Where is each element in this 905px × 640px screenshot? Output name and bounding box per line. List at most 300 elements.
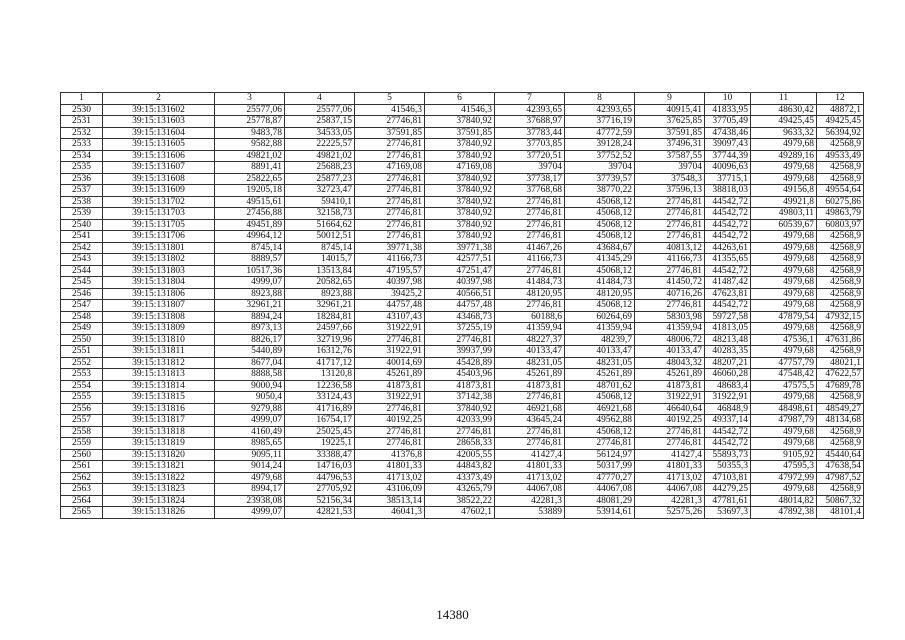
value-cell: 44067,08 xyxy=(635,484,705,496)
value-cell: 42281,3 xyxy=(635,495,705,507)
value-cell: 39128,24 xyxy=(565,139,635,151)
value-cell: 39425,2 xyxy=(355,288,425,300)
value-cell: 41484,73 xyxy=(495,277,565,289)
value-cell: 37744,39 xyxy=(705,150,751,162)
value-cell: 4979,68 xyxy=(751,265,817,277)
value-cell: 41487,42 xyxy=(705,277,751,289)
value-cell: 47622,57 xyxy=(817,369,864,381)
table-row xyxy=(61,346,864,358)
value-cell: 4979,68 xyxy=(751,346,817,358)
table-row xyxy=(61,449,864,461)
value-cell: 47631,86 xyxy=(817,334,864,346)
value-cell: 42568,9 xyxy=(817,242,864,254)
value-cell: 27746,81 xyxy=(355,139,425,151)
value-cell: 33124,43 xyxy=(285,392,355,404)
value-cell: 59727,58 xyxy=(705,311,751,323)
table-row xyxy=(61,507,864,519)
value-cell: 27746,81 xyxy=(635,231,705,243)
value-cell: 4979,68 xyxy=(751,438,817,450)
value-cell: 49533,49 xyxy=(817,150,864,162)
table-row xyxy=(61,219,864,231)
cadastral-code-cell: 39:15:131605 xyxy=(103,139,215,151)
cadastral-code-cell: 39:15:131702 xyxy=(103,196,215,208)
value-cell: 27746,81 xyxy=(355,426,425,438)
cadastral-code-cell: 39:15:131807 xyxy=(103,300,215,312)
value-cell: 48134,68 xyxy=(817,415,864,427)
value-cell: 25877,23 xyxy=(285,173,355,185)
value-cell: 44279,25 xyxy=(705,484,751,496)
value-cell: 41873,81 xyxy=(355,380,425,392)
value-cell: 38513,14 xyxy=(355,495,425,507)
value-cell: 32961,21 xyxy=(215,300,285,312)
value-cell: 45428,89 xyxy=(425,357,495,369)
value-cell: 27746,81 xyxy=(495,231,565,243)
value-cell: 55893,73 xyxy=(705,449,751,461)
value-cell: 48213,48 xyxy=(705,334,751,346)
table-row xyxy=(61,461,864,473)
value-cell: 41713,02 xyxy=(355,472,425,484)
value-cell: 42568,9 xyxy=(817,288,864,300)
value-cell: 52156,34 xyxy=(285,495,355,507)
value-cell: 41713,02 xyxy=(495,472,565,484)
value-cell: 20582,65 xyxy=(285,277,355,289)
value-cell: 14716,03 xyxy=(285,461,355,473)
value-cell: 37739,57 xyxy=(565,173,635,185)
value-cell: 4979,68 xyxy=(751,139,817,151)
value-cell: 48549,27 xyxy=(817,403,864,415)
value-cell: 4979,68 xyxy=(215,472,285,484)
cadastral-code-cell: 39:15:131822 xyxy=(103,472,215,484)
value-cell: 46848,9 xyxy=(705,403,751,415)
value-cell: 42033,99 xyxy=(425,415,495,427)
value-cell: 13120,8 xyxy=(285,369,355,381)
value-cell: 42568,9 xyxy=(817,323,864,335)
value-cell: 8923,88 xyxy=(215,288,285,300)
value-cell: 25577,06 xyxy=(285,104,355,116)
value-cell: 49554,64 xyxy=(817,185,864,197)
value-cell: 48101,4 xyxy=(817,507,864,519)
cadastral-code-cell: 39:15:131706 xyxy=(103,231,215,243)
table-row xyxy=(61,311,864,323)
row-number-cell: 2565 xyxy=(61,507,103,519)
value-cell: 19205,18 xyxy=(215,185,285,197)
value-cell: 27746,81 xyxy=(635,219,705,231)
value-cell: 49425,45 xyxy=(751,116,817,128)
row-number-cell: 2556 xyxy=(61,403,103,415)
value-cell: 31922,91 xyxy=(355,392,425,404)
value-cell: 9582,88 xyxy=(215,139,285,151)
value-cell: 42568,9 xyxy=(817,277,864,289)
value-cell: 42577,51 xyxy=(425,254,495,266)
value-cell: 44757,48 xyxy=(425,300,495,312)
value-cell: 37715,1 xyxy=(705,173,751,185)
value-cell: 48701,62 xyxy=(565,380,635,392)
value-cell: 42568,9 xyxy=(817,139,864,151)
value-cell: 45068,12 xyxy=(565,219,635,231)
value-cell: 41359,94 xyxy=(565,323,635,335)
value-cell: 27746,81 xyxy=(355,150,425,162)
value-cell: 53914,61 xyxy=(565,507,635,519)
value-cell: 47987,79 xyxy=(751,415,817,427)
value-cell: 49337,14 xyxy=(705,415,751,427)
cadastral-code-cell: 39:15:131806 xyxy=(103,288,215,300)
value-cell: 25025,45 xyxy=(285,426,355,438)
row-number-cell: 2534 xyxy=(61,150,103,162)
value-cell: 48683,4 xyxy=(705,380,751,392)
value-cell: 40915,41 xyxy=(635,104,705,116)
value-cell: 60803,97 xyxy=(817,219,864,231)
value-cell: 51664,62 xyxy=(285,219,355,231)
value-cell: 4979,68 xyxy=(751,162,817,174)
value-cell: 40192,25 xyxy=(355,415,425,427)
value-cell: 4979,68 xyxy=(751,300,817,312)
value-cell: 25778,87 xyxy=(215,116,285,128)
cadastral-code-cell: 39:15:131603 xyxy=(103,116,215,128)
column-header-7: 7 xyxy=(495,93,565,105)
value-cell: 32719,96 xyxy=(285,334,355,346)
value-cell: 4979,68 xyxy=(751,484,817,496)
row-number-cell: 2552 xyxy=(61,357,103,369)
value-cell: 27746,81 xyxy=(565,438,635,450)
value-cell: 40397,98 xyxy=(425,277,495,289)
value-cell: 40813,12 xyxy=(635,242,705,254)
value-cell: 32723,47 xyxy=(285,185,355,197)
value-cell: 28658,33 xyxy=(425,438,495,450)
value-cell: 27746,81 xyxy=(635,208,705,220)
value-cell: 42568,9 xyxy=(817,484,864,496)
value-cell: 37738,17 xyxy=(495,173,565,185)
column-header-4: 4 xyxy=(285,93,355,105)
value-cell: 37591,85 xyxy=(355,127,425,139)
value-cell: 49821,02 xyxy=(285,150,355,162)
value-cell: 9105,92 xyxy=(751,449,817,461)
value-cell: 23938,08 xyxy=(215,495,285,507)
value-cell: 16754,17 xyxy=(285,415,355,427)
value-cell: 42568,9 xyxy=(817,254,864,266)
value-cell: 42393,65 xyxy=(495,104,565,116)
value-cell: 37625,85 xyxy=(635,116,705,128)
value-cell: 8677,04 xyxy=(215,357,285,369)
value-cell: 34533,05 xyxy=(285,127,355,139)
value-cell: 41166,73 xyxy=(495,254,565,266)
value-cell: 27746,81 xyxy=(495,219,565,231)
value-cell: 41833,95 xyxy=(705,104,751,116)
value-cell: 27746,81 xyxy=(635,300,705,312)
value-cell: 25822,65 xyxy=(215,173,285,185)
value-cell: 40566,51 xyxy=(425,288,495,300)
column-header-5: 5 xyxy=(355,93,425,105)
value-cell: 37840,92 xyxy=(425,231,495,243)
value-cell: 27746,81 xyxy=(355,231,425,243)
value-cell: 48239,7 xyxy=(565,334,635,346)
value-cell: 4979,68 xyxy=(751,254,817,266)
value-cell: 40133,47 xyxy=(565,346,635,358)
data-table xyxy=(60,92,864,519)
value-cell: 27746,81 xyxy=(635,426,705,438)
value-cell: 47689,78 xyxy=(817,380,864,392)
cadastral-code-cell: 39:15:131606 xyxy=(103,150,215,162)
value-cell: 49803,11 xyxy=(751,208,817,220)
value-cell: 37768,68 xyxy=(495,185,565,197)
value-cell: 48043,32 xyxy=(635,357,705,369)
value-cell: 4979,68 xyxy=(751,277,817,289)
cadastral-code-cell: 39:15:131818 xyxy=(103,426,215,438)
value-cell: 42568,9 xyxy=(817,426,864,438)
table-row xyxy=(61,380,864,392)
value-cell: 27746,81 xyxy=(355,185,425,197)
value-cell: 40716,26 xyxy=(635,288,705,300)
table-row xyxy=(61,472,864,484)
value-cell: 48081,29 xyxy=(565,495,635,507)
value-cell: 39097,43 xyxy=(705,139,751,151)
value-cell: 47103,81 xyxy=(705,472,751,484)
value-cell: 60275,86 xyxy=(817,196,864,208)
value-cell: 27746,81 xyxy=(425,334,495,346)
value-cell: 42568,9 xyxy=(817,265,864,277)
value-cell: 8826,17 xyxy=(215,334,285,346)
value-cell: 42568,9 xyxy=(817,438,864,450)
value-cell: 47438,46 xyxy=(705,127,751,139)
table-row xyxy=(61,369,864,381)
column-header-10: 10 xyxy=(705,93,751,105)
value-cell: 47972,99 xyxy=(751,472,817,484)
value-cell: 41801,33 xyxy=(635,461,705,473)
value-cell: 43107,43 xyxy=(355,311,425,323)
cadastral-code-cell: 39:15:131819 xyxy=(103,438,215,450)
value-cell: 47575,5 xyxy=(751,380,817,392)
value-cell: 32961,21 xyxy=(285,300,355,312)
row-number-cell: 2540 xyxy=(61,219,103,231)
value-cell: 8923,88 xyxy=(285,288,355,300)
value-cell: 41359,94 xyxy=(495,323,565,335)
table-row xyxy=(61,231,864,243)
value-cell: 38818,03 xyxy=(705,185,751,197)
value-cell: 50867,32 xyxy=(817,495,864,507)
value-cell: 41450,72 xyxy=(635,277,705,289)
value-cell: 43468,73 xyxy=(425,311,495,323)
value-cell: 46640,64 xyxy=(635,403,705,415)
value-cell: 37496,31 xyxy=(635,139,705,151)
value-cell: 27746,81 xyxy=(355,196,425,208)
value-cell: 47536,1 xyxy=(751,334,817,346)
value-cell: 40397,98 xyxy=(355,277,425,289)
value-cell: 50355,3 xyxy=(705,461,751,473)
value-cell: 9279,88 xyxy=(215,403,285,415)
value-cell: 37255,19 xyxy=(425,323,495,335)
value-cell: 42821,53 xyxy=(285,507,355,519)
value-cell: 37840,92 xyxy=(425,208,495,220)
value-cell: 9633,32 xyxy=(751,127,817,139)
value-cell: 8891,41 xyxy=(215,162,285,174)
value-cell: 37720,51 xyxy=(495,150,565,162)
value-cell: 60539,67 xyxy=(751,219,817,231)
value-cell: 47595,3 xyxy=(751,461,817,473)
table-row xyxy=(61,357,864,369)
row-number-cell: 2535 xyxy=(61,162,103,174)
value-cell: 31922,91 xyxy=(355,346,425,358)
value-cell: 50012,51 xyxy=(285,231,355,243)
value-cell: 27746,81 xyxy=(495,426,565,438)
value-cell: 37587,55 xyxy=(635,150,705,162)
row-number-cell: 2557 xyxy=(61,415,103,427)
table-row xyxy=(61,127,864,139)
column-header-8: 8 xyxy=(565,93,635,105)
row-number-cell: 2531 xyxy=(61,116,103,128)
row-number-cell: 2562 xyxy=(61,472,103,484)
table-row xyxy=(61,484,864,496)
value-cell: 43684,67 xyxy=(565,242,635,254)
value-cell: 47757,79 xyxy=(751,357,817,369)
value-cell: 27456,88 xyxy=(215,208,285,220)
value-cell: 27746,81 xyxy=(495,300,565,312)
value-cell: 41546,3 xyxy=(425,104,495,116)
value-cell: 8973,13 xyxy=(215,323,285,335)
table-row xyxy=(61,426,864,438)
value-cell: 4979,68 xyxy=(751,392,817,404)
value-cell: 41355,65 xyxy=(705,254,751,266)
value-cell: 32158,73 xyxy=(285,208,355,220)
value-cell: 27746,81 xyxy=(495,265,565,277)
cadastral-code-cell: 39:15:131820 xyxy=(103,449,215,461)
value-cell: 47770,27 xyxy=(565,472,635,484)
value-cell: 45261,89 xyxy=(635,369,705,381)
value-cell: 43265,79 xyxy=(425,484,495,496)
value-cell: 40014,69 xyxy=(355,357,425,369)
page-number: 14380 xyxy=(436,607,469,622)
row-number-cell: 2548 xyxy=(61,311,103,323)
value-cell: 41427,4 xyxy=(635,449,705,461)
value-cell: 41484,73 xyxy=(565,277,635,289)
value-cell: 49425,45 xyxy=(817,116,864,128)
value-cell: 49921,8 xyxy=(751,196,817,208)
value-cell: 44067,08 xyxy=(565,484,635,496)
value-cell: 31922,91 xyxy=(355,323,425,335)
value-cell: 41546,3 xyxy=(355,104,425,116)
value-cell: 45440,64 xyxy=(817,449,864,461)
value-cell: 41873,81 xyxy=(425,380,495,392)
cadastral-code-cell: 39:15:131804 xyxy=(103,277,215,289)
value-cell: 14015,7 xyxy=(285,254,355,266)
value-cell: 44067,08 xyxy=(495,484,565,496)
cadastral-code-cell: 39:15:131826 xyxy=(103,507,215,519)
value-cell: 47623,81 xyxy=(705,288,751,300)
value-cell: 47169,08 xyxy=(355,162,425,174)
value-cell: 48231,05 xyxy=(495,357,565,369)
column-header-12: 12 xyxy=(817,93,864,105)
row-number-cell: 2537 xyxy=(61,185,103,197)
table-row xyxy=(61,300,864,312)
column-header-11: 11 xyxy=(751,93,817,105)
value-cell: 49964,12 xyxy=(215,231,285,243)
value-cell: 25837,15 xyxy=(285,116,355,128)
cadastral-code-cell: 39:15:131604 xyxy=(103,127,215,139)
value-cell: 37591,85 xyxy=(425,127,495,139)
value-cell: 47772,59 xyxy=(565,127,635,139)
column-header-6: 6 xyxy=(425,93,495,105)
value-cell: 39704 xyxy=(635,162,705,174)
row-number-cell: 2560 xyxy=(61,449,103,461)
value-cell: 46060,28 xyxy=(705,369,751,381)
row-number-cell: 2539 xyxy=(61,208,103,220)
value-cell: 48120,95 xyxy=(495,288,565,300)
table-row xyxy=(61,438,864,450)
value-cell: 48498,61 xyxy=(751,403,817,415)
value-cell: 49515,61 xyxy=(215,196,285,208)
row-number-cell: 2561 xyxy=(61,461,103,473)
value-cell: 38522,22 xyxy=(425,495,495,507)
cadastral-code-cell: 39:15:131803 xyxy=(103,265,215,277)
cadastral-code-cell: 39:15:131816 xyxy=(103,403,215,415)
value-cell: 48630,42 xyxy=(751,104,817,116)
table-row xyxy=(61,495,864,507)
row-number-cell: 2530 xyxy=(61,104,103,116)
value-cell: 49863,79 xyxy=(817,208,864,220)
value-cell: 37716,19 xyxy=(565,116,635,128)
value-cell: 42568,9 xyxy=(817,231,864,243)
value-cell: 45261,89 xyxy=(355,369,425,381)
value-cell: 42393,65 xyxy=(565,104,635,116)
value-cell: 44263,61 xyxy=(705,242,751,254)
row-number-cell: 2553 xyxy=(61,369,103,381)
value-cell: 47932,15 xyxy=(817,311,864,323)
value-cell: 41801,33 xyxy=(495,461,565,473)
cadastral-code-cell: 39:15:131823 xyxy=(103,484,215,496)
value-cell: 9050,4 xyxy=(215,392,285,404)
row-number-cell: 2564 xyxy=(61,495,103,507)
row-number-cell: 2546 xyxy=(61,288,103,300)
column-header-3: 3 xyxy=(215,93,285,105)
value-cell: 44542,72 xyxy=(705,300,751,312)
value-cell: 27746,81 xyxy=(355,219,425,231)
value-cell: 41166,73 xyxy=(635,254,705,266)
table-row xyxy=(61,334,864,346)
value-cell: 47781,61 xyxy=(705,495,751,507)
value-cell: 44542,72 xyxy=(705,196,751,208)
value-cell: 42005,55 xyxy=(425,449,495,461)
cadastral-code-cell: 39:15:131802 xyxy=(103,254,215,266)
row-number-cell: 2551 xyxy=(61,346,103,358)
value-cell: 27746,81 xyxy=(635,438,705,450)
row-number-cell: 2555 xyxy=(61,392,103,404)
value-cell: 47195,57 xyxy=(355,265,425,277)
row-number-cell: 2541 xyxy=(61,231,103,243)
row-number-cell: 2558 xyxy=(61,426,103,438)
value-cell: 45068,12 xyxy=(565,300,635,312)
table-row xyxy=(61,392,864,404)
cadastral-code-cell: 39:15:131811 xyxy=(103,346,215,358)
table-row xyxy=(61,323,864,335)
cadastral-code-cell: 39:15:131801 xyxy=(103,242,215,254)
row-number-cell: 2547 xyxy=(61,300,103,312)
row-number-cell: 2533 xyxy=(61,139,103,151)
value-cell: 53889 xyxy=(495,507,565,519)
value-cell: 47638,54 xyxy=(817,461,864,473)
table-row xyxy=(61,196,864,208)
value-cell: 40192,25 xyxy=(635,415,705,427)
value-cell: 4979,68 xyxy=(751,288,817,300)
table-row xyxy=(61,173,864,185)
table-row xyxy=(61,208,864,220)
value-cell: 9095,11 xyxy=(215,449,285,461)
value-cell: 8985,65 xyxy=(215,438,285,450)
value-cell: 9483,78 xyxy=(215,127,285,139)
table-row xyxy=(61,254,864,266)
value-cell: 42281,3 xyxy=(495,495,565,507)
value-cell: 42568,9 xyxy=(817,173,864,185)
value-cell: 41873,81 xyxy=(635,380,705,392)
value-cell: 44542,72 xyxy=(705,208,751,220)
value-cell: 27746,81 xyxy=(635,196,705,208)
